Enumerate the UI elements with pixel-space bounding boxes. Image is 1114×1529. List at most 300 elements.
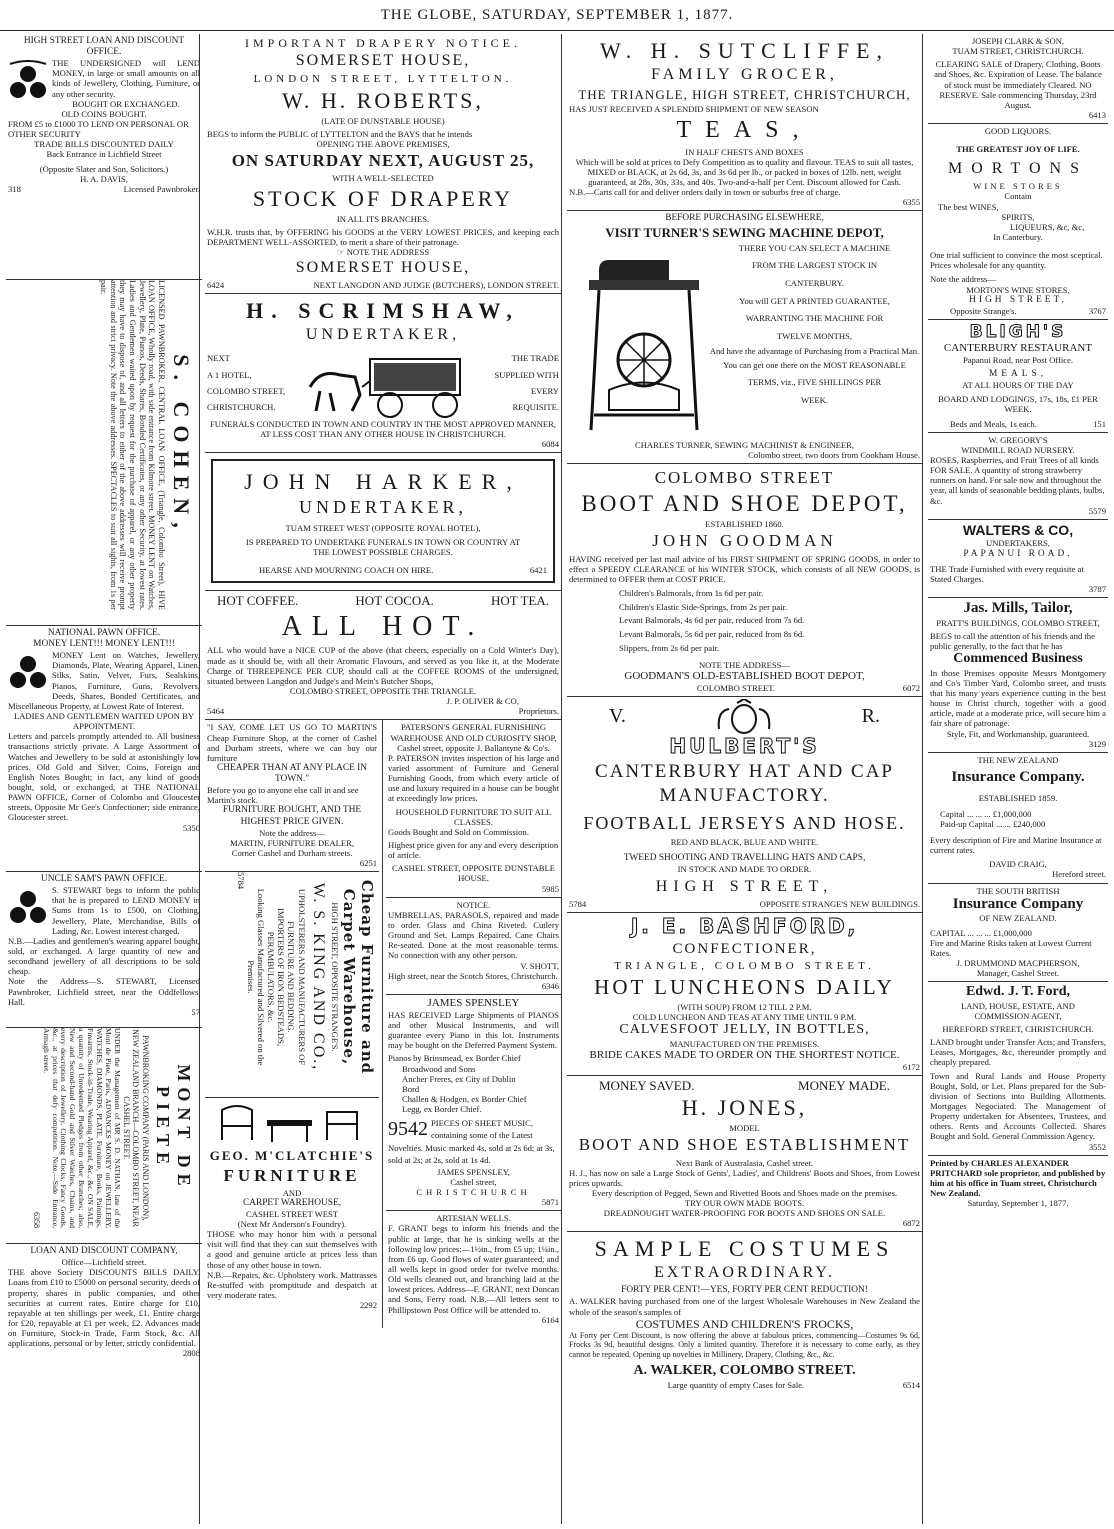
ad-heading: THE SOUTH BRITISH [976, 885, 1060, 896]
ad-subtitle: LONDON STREET, LYTTELTON. [253, 73, 513, 86]
ad-subtitle: OF NEW ZEALAND. [979, 913, 1057, 924]
ad-line: A 1 HOTEL, [207, 369, 252, 380]
ad-title: Edwd. J. T. Ford, [965, 984, 1071, 1000]
ad-number: 2292 [359, 1300, 377, 1311]
ad-subtitle: EXTRAORDINARY. [654, 1264, 835, 1282]
ad-body: HAS JUST RECEIVED A SPLENDID SHIPMENT OF NEW SEASON [569, 104, 819, 115]
ad-line: REQUISITE. [512, 402, 559, 413]
ad-line: MONEY MADE. [798, 1078, 890, 1094]
ad-line: Style, Fit, and Workmanship, guaranteed. [946, 728, 1090, 739]
ad-body: HAVING received per last mail advice of his FIRST SHIPMENT OF SPRING GOODS, in order to effect a SPEEDY CLEARANCE of his WINTER STOCK, which consists of all NEW GOODS, is determined to OFFER them at COST PRICE. [569, 553, 920, 584]
ad-line: MANUFACTURED ON THE PREMISES. [669, 1038, 820, 1049]
ad-line: EVERY [530, 385, 559, 396]
ad-title: LOAN AND DISCOUNT COMPANY, [30, 1246, 178, 1256]
ad-line: FORTY PER CENT!—YES, FORTY PER CENT REDUCTION! [621, 1285, 868, 1296]
ad-line: Goods Bought and Sold on Commission. [388, 826, 529, 837]
ad-subtitle: WINDMILL ROAD NURSERY. [961, 444, 1075, 455]
ad-body: Which will be sold at prices to Defy Competition as to quality and flavour. TEAS to suit all tastes, MIXED or BLACK, at 2s 6d, 3s, and 3s 6d per lb., or packed in boxes of 12lb. nett, weight guaranteed, at 28s, 30s, 33s, and 40s. Two-and-a-half per Cent. Discount allowed for Cash. [575, 156, 914, 188]
ad-headline: STOCK OF DRAPERY [252, 185, 514, 211]
ad-line: Capital ... ... ... £1,000,000 [940, 808, 1032, 819]
ad-line: TRY OUR OWN MADE BOOTS. [684, 1198, 805, 1209]
ad-line: BOUGHT OR EXCHANGED. [72, 98, 180, 109]
ad-line: OPENING THE ABOVE PREMISES, [316, 139, 450, 150]
column-2 [199, 34, 561, 1524]
ad-address: Cashel street, opposite J. Ballantyne & Co's. [397, 742, 550, 753]
ad-note: Note the address— [930, 274, 996, 285]
ad-note: Note the address— [259, 827, 325, 838]
ad-address: THE TRIANGLE, HIGH STREET, CHRISTCHURCH, [578, 86, 911, 102]
ad-body: H. J., has now on sale a Large Stock of Gents', Ladies', and Childrens' Boots and Shoes, from Lowest prices upwards. [569, 1167, 920, 1188]
ad-title: H. SCRIMSHAW, [246, 298, 520, 324]
ad-line: MEALS, [988, 369, 1048, 380]
ad-headline: ALL HOT. [281, 611, 485, 643]
ad-number: 3129 [1088, 738, 1106, 749]
ad-address: HIGH STREET, [969, 294, 1067, 305]
ad-line: Contain [1004, 191, 1032, 202]
ad-title: J. E. BASHFORD, [569, 915, 920, 939]
ad-title: Insurance Company [952, 895, 1084, 912]
ad-line: CAPITAL ... ... ... £1,000,000 [930, 927, 1032, 938]
ad-signatory: CHARLES TURNER, SEWING MACHINIST & ENGINEER, [634, 439, 855, 450]
ad-title: PATERSON'S GENERAL FURNISHING WAREHOUSE AND OLD CURIOSITY SHOP, [390, 722, 557, 743]
ad-line: (LATE OF DUNSTABLE HOUSE) [321, 115, 445, 126]
ad-title: NOTICE. [456, 899, 491, 910]
ad-body: Town and Rural Lands and House Property Bought, Sold, or Let. Plans prepared for the Sub-division of Sections into Building Allotments. Mortgages Negociated. The Management of Property undertaken for Absentees, Trustees, and others. Rents and Accounts Collected. Shares Bought and Sold. General Commission Agency. [930, 1070, 1106, 1142]
ad-title: WALTERS & CO, [962, 521, 1074, 538]
ad-subtitle: LAND, HOUSE, ESTATE, AND [961, 1000, 1075, 1011]
ad-name: MARTIN, FURNITURE DEALER, [229, 837, 355, 848]
ad-title: SOMERSET HOUSE, [295, 259, 471, 277]
ad-line: HOT COFFEE. [217, 593, 299, 609]
ad-goodman [567, 464, 922, 697]
furniture-illustration [212, 1100, 372, 1146]
ad-title: UNCLE SAM'S PAWN OFFICE. [40, 874, 168, 884]
hearse-illustration [300, 347, 480, 419]
ad-body: One trial sufficient to convince the most sceptical. Prices wholesale for any quantity. [930, 250, 1103, 271]
ad-headline: CHEAPER THAN AT ANY PLACE IN TOWN." [216, 763, 368, 785]
ad-address: COLOMBO STREET, OPPOSITE THE TRIANGLE. [289, 686, 477, 697]
ad-title: JAMES SPENSLEY [427, 996, 520, 1009]
ad-title: Jas. Mills, Tailor, [963, 600, 1073, 617]
ad-subtitle: CARPET WAREHOUSE, [242, 1197, 342, 1208]
ad-line: NEXT [207, 353, 230, 364]
column-4 [922, 34, 1108, 1524]
ad-mont-de-piete [6, 1028, 202, 1244]
ad-subtitle: MANUFACTORY. [659, 784, 830, 806]
ad-subtitle: UNDERTAKER, [299, 497, 467, 518]
ad-line: COLD LUNCHEON AND TEAS AT ANY TIME UNTIL 9 P.M. [632, 1012, 857, 1023]
ad-line: FROM THE LARGEST STOCK IN [751, 260, 878, 271]
ad-subtitle: COMMISSION AGENT, [974, 1010, 1062, 1021]
pointing-hand-icon: ☞ [336, 246, 347, 257]
ad-headline: Commenced Business [953, 651, 1083, 667]
ad-line: In Canterbury. [993, 231, 1043, 242]
ad-martin [205, 720, 379, 872]
ad-nz-insurance [928, 753, 1108, 884]
ad-line: WITH A WELL-SELECTED [332, 173, 434, 184]
ad-address: HIGH STREET, [655, 877, 834, 895]
ad-line: SPIRITS, [1001, 211, 1035, 222]
ad-number: 5350 [182, 822, 200, 833]
ad-body: THE UNDERSIGNED will LEND MONEY, in large or small amounts on all kinds of Jewellery, Clothing, Furniture, or any other security. [52, 58, 200, 99]
ad-subtitle: CONFECTIONER, [672, 940, 817, 957]
ad-date: ON SATURDAY NEXT, AUGUST 25, [231, 151, 535, 171]
ad-line: CANTERBURY. [785, 278, 844, 289]
ad-body: MONEY Lent on Watches, Jewellery, Diamonds, Plate, Wearing Apparel, Linen, Silks, Satin, Velvet, Furs, Sealskins, Pianos, Furniture, Guns, Revolvers, Deeds, Shares, Bonded Certificates, and Miscellaneous Property, at Lowest Rate of Interest. [8, 650, 200, 711]
ad-body: BEGS to inform the PUBLIC of LYTTELTON and the BAYS that he intends [207, 129, 473, 140]
ad-body: P. PATERSON invites inspection of his large and varied assortment of Furniture and General Furnishing Goods, from which every article of use and luxury required in a house can be bought at exceedingly low prices. [388, 752, 559, 804]
ad-line: Back Entrance in Lichfield Street [46, 149, 162, 160]
ad-line: Highest price given for any and every description of article. [388, 839, 559, 861]
ad-heading: COLOMBO STREET [654, 468, 835, 488]
ad-body: S. STEWART begs to inform the public that he is prepared to LEND MONEY in Sums from 1s to £500, on Clothing, Jewellery, Plate, Merchandise, Bills of Lading, &c. Lowest interest charged. [52, 885, 200, 936]
ad-body: HAS RECEIVED Large Shipments of PIANOS and other Musical Instruments, and will guarantee every Piano in this lot. Instruments may be bought on the Deferred Payment System. [388, 1009, 559, 1051]
ad-headline: TEAS, [676, 117, 813, 144]
ad-title: FURNITURE [223, 1165, 361, 1185]
ad-number: 6072 [902, 682, 920, 693]
ad-line: IN STOCK AND MADE TO ORDER. [677, 863, 812, 874]
ad-number: 5871 [541, 1197, 559, 1208]
ad-number: 6172 [902, 1061, 920, 1072]
imprint-text: Printed by CHARLES ALEXANDER PRITCHARD sole proprietor, and published by him at his office in Tuam street, Christchurch New Zealand. [930, 1157, 1106, 1199]
ad-body: THE Trade Furnished with every requisite at Stated Charges. [930, 563, 1084, 584]
ad-address: TUAM STREET, CHRISTCHURCH. [952, 46, 1084, 57]
ad-turner [567, 211, 922, 464]
ad-subtitle: Office—Lichfield street. [61, 1257, 147, 1268]
ad-body: FUNERALS CONDUCTED IN TOWN AND COUNTRY IN THE MOST APPROVED MANNER, AT LESS COST THAN ANY OTHER HOUSE IN CHRISTCHURCH. [210, 418, 556, 440]
column-3 [561, 34, 922, 1524]
ad-headline: HOT LUNCHEONS DAILY [594, 975, 895, 1000]
ad-number: 6514 [902, 1379, 920, 1390]
ad-title: HIGH STREET LOAN AND DISCOUNT OFFICE. [23, 36, 185, 58]
ad-line: Looking Glasses Manufactured and Silvered on the Premises. [245, 888, 267, 1066]
ad-address: TUAM STREET WEST (OPPOSITE ROYAL HOTEL), [285, 522, 481, 533]
ad-line: CALVESFOOT JELLY, IN BOTTLES, [619, 1022, 870, 1038]
ad-address: Note the Address—S. STEWART, Licensed Pawnbroker, Lichfield street, near the Oddfellows' Hall. [8, 976, 200, 1007]
ad-body: CLEARING SALE of Drapery, Clothing, Boots and Shoes, &c. Expiration of Lease. The balance of stock must be immediately Cleared. NO RESERVE. Sale commencing Thursday, 23rd August. [934, 59, 1102, 110]
ad-number: 6872 [902, 1218, 920, 1229]
ad-line: You can get one there on the MOST REASONABLE [723, 359, 906, 370]
ad-headline: COSTUMES AND CHILDREN'S FROCKS, [635, 1316, 854, 1331]
ad-line: Large quantity of empty Cases for Sale. [667, 1379, 805, 1390]
ad-title: NATIONAL PAWN OFFICE. [47, 628, 161, 638]
ad-headline: FOOTBALL JERSEYS AND HOSE. [583, 813, 906, 834]
ad-address: Hereford street. [1052, 869, 1106, 880]
ad-letter: V. [609, 705, 626, 728]
ad-line: BOARD AND LODGINGS, 17s, 18s, £1 PER WEEK. [938, 394, 1098, 415]
ad-address: MORTON'S WINE STORES, [966, 284, 1070, 295]
ad-signatory: JAMES SPENSLEY, [437, 1166, 510, 1177]
ad-line: The best WINES, [938, 201, 999, 212]
ad-line: DREADNOUGHT WATER-PROOFING FOR BOOTS AND SHOES ON SALE. [603, 1208, 886, 1219]
list-item: Levant Balmorals, 5s 6d per pair, reduced from 8s 6d. [619, 629, 805, 640]
ad-title: W. H. SUTCLIFFE, [599, 38, 890, 63]
ad-body: F. GRANT begs to inform his friends and the public at large, that he is sinking wells at the following low prices:—1½in., from £5 up; 1¼in., from £6 up. Good flows of water guaranteed, and all wells kept in good order for twelve months. Old wells cleaned out, and branching laid at the lowest prices. Address—F. GRANT, next Duncan and Sons, Ferry road. N.B.—All letters sent to Phillipstown Post Office will be attended to. [388, 1223, 560, 1315]
ad-address: TRIANGLE, COLOMBO STREET. [614, 960, 875, 973]
ad-number: 2808 [182, 1348, 200, 1359]
ad-line: IMPORTERS OF IRON BEDSTEADS, PERAMBULATORS, &c. [266, 908, 287, 1047]
ad-body: THE above Society DISCOUNTS BILLS DAILY. Loans from £10 to £5000 on personal security, deeds of property, shares in public companies, and other securities at current rates. Entire charge for £10, repayable at ten shillings per week, £1. Entire charge for £20, repayable at £1 per week, £2. Advances made on Furniture, Stock-in Trade, Farm Stock, &c. All applications, personal or by letter, strictly confidential. [8, 1267, 200, 1349]
ad-name: JOHN GOODMAN [652, 531, 837, 551]
sewing-machine-illustration [569, 240, 709, 440]
ad-walters [928, 520, 1108, 598]
ad-number: 318 [8, 183, 21, 194]
ad-name: GEO. M'CLATCHIE'S [209, 1148, 375, 1164]
ad-heading: THE GREATEST JOY OF LIFE. [956, 144, 1080, 155]
ad-line: LIQUEURS, &c, &c, [1010, 221, 1085, 232]
ad-number: 6413 [1088, 109, 1106, 120]
list-item: Legg, ex Border Chief. [402, 1104, 482, 1115]
ad-address: CASHEL STREET WEST [246, 1208, 338, 1219]
ad-line: COLOMBO STREET. [696, 682, 775, 693]
ad-headline: FURNITURE BOUGHT, AND THE HIGHEST PRICE GIVEN. [222, 805, 362, 827]
ad-number: 3767 [1088, 305, 1106, 316]
ad-cohen [6, 280, 202, 626]
ad-body: Before you go to anyone else call in and see Martin's stock. [207, 785, 359, 806]
ad-name: W. H. ROBERTS, [282, 88, 484, 113]
ad-note: NOTE THE ADDRESS— [698, 659, 791, 670]
list-item: Challen & Hodgen, ex Border Chief [402, 1094, 527, 1105]
ad-signatory: DAVID CRAIG, [989, 859, 1047, 870]
ad-line: MODEL [729, 1123, 760, 1134]
ad-signatory: H. A. DAVIS, [80, 173, 128, 184]
ad-address: Papanui Road, near Post Office. [962, 354, 1074, 365]
ad-number: 6424 [207, 279, 225, 290]
ad-body: N.B.—Ladies and gentlemen's wearing apparel bought, sold, or exchanged. A large quantity of new and secondhand jewellery of all descriptions to be sold cheap. [8, 935, 200, 977]
royal-coat-of-arms-icon [709, 699, 779, 735]
ad-title: BOOT AND SHOE DEPOT, [581, 491, 908, 517]
ad-ford [928, 982, 1108, 1155]
ad-line: COLOMBO STREET, [207, 385, 286, 396]
ad-line: BEFORE PURCHASING ELSEWHERE, [665, 213, 824, 224]
ad-body: W.H.R. trusts that, by OFFERING his GOODS at the VERY LOWEST PRICES, and keeping each DEPARTMENT WELL-ASSORTED, to merit a share of their patronage. [207, 226, 559, 247]
ad-line: HEARSE AND MOURNING COACH ON HIRE. [259, 564, 434, 575]
ad-gregory [928, 433, 1108, 520]
ad-number: 5784 [569, 898, 587, 909]
ad-title: BLIGH'S [930, 322, 1106, 342]
ad-address: PAPANUI ROAD. [963, 548, 1073, 559]
ad-line: TRADE BILLS DISCOUNTED DAILY [34, 139, 174, 150]
ad-body: In those Premises opposite Messrs Montgomery and Co's Timber Yard, Colombo street, and trusts that his many years experience cutting in the best house in Christ church, together with a good article, made at a moderate price, will secure him a fair share of patronage. [930, 667, 1106, 729]
ad-subtitle: PAWNBROKING COMPANY (PARIS AND LONDON), NEW ZEALAND BRANCH—COLOMBO STREET, NEAR CASHEL STREET. [121, 1029, 150, 1227]
ad-number: 151 [1093, 418, 1106, 429]
ad-line: Manager, Cashel Street. [976, 968, 1060, 979]
ad-line: OLD COINS BOUGHT. [61, 108, 147, 119]
ad-subtitle: UNDERTAKER, [305, 326, 461, 344]
ad-body: "I SAY, COME LET US GO TO MARTIN'S Cheap Furniture Shop, at the corner of Cashel and Durham streets, where we can buy our furniture [207, 722, 377, 763]
ad-heading: GOOD LIQUORS. [984, 126, 1052, 137]
ad-title: JOHN HARKER, [244, 469, 522, 495]
list-item: Levant Balmorals, 4s 6d per pair, reduced from 7s 6d. [619, 615, 805, 626]
ad-title: S. COHEN, [169, 354, 194, 536]
ad-address: NEXT LANGDON AND JUDGE (BUTCHERS), LONDON STREET. [313, 279, 559, 290]
ad-body: Fire and Marine Risks taken at Lowest Current Rates. [930, 937, 1092, 958]
ad-line: CHRISTCHURCH. [207, 402, 276, 413]
masthead: THE GLOBE, SATURDAY, SEPTEMBER 1, 1877. [0, 0, 1114, 31]
ad-body: THOSE who may honor him with a personal visit will find that they can suit themselves with a good and genuine article at prices less than those of any other house in town. [207, 1229, 377, 1270]
ad-all-hot [205, 591, 561, 720]
ad-number: 5784 [235, 872, 246, 890]
ad-paterson [386, 720, 561, 897]
ad-line: AT ALL HOURS OF THE DAY [962, 380, 1074, 391]
ad-body: PIECES OF SHEET MUSIC, containing some of the Latest Novelties. Music marked 4s, sold at 2s 6d; at 3s, sold at 2s; at 2s, sold at 1s 4d. [388, 1118, 555, 1165]
ad-title: MONT DE PIETE [152, 1064, 194, 1192]
ad-line: ESTABLISHED 1859. [978, 792, 1058, 803]
ad-mills [928, 598, 1108, 753]
ad-jones [567, 1076, 922, 1232]
ad-line: (WITH SOUP) FROM 12 TILL 2 P.M. [677, 1001, 812, 1012]
ad-address: Corner Cashel and Durham streets. [231, 847, 353, 858]
ad-line: ESTABLISHED 1860. [705, 519, 784, 530]
ad-sutcliffe [567, 34, 922, 211]
ad-heading: IMPORTANT DRAPERY NOTICE. [245, 36, 521, 50]
list-item: Children's Elastic Side-Springs, from 2s per pair. [619, 601, 788, 612]
ad-sig: Proprietors. [518, 706, 559, 717]
pawnbroker-balls-icon [8, 887, 48, 931]
ad-address: Cashel street, [450, 1176, 497, 1187]
ad-signatory: A. WALKER, COLOMBO STREET. [633, 1363, 856, 1379]
ad-national-pawn [6, 626, 202, 872]
ad-address: (Opposite Slater and Son, Solicitors.) [39, 163, 169, 174]
ad-address: High street, near the Scotch Stores, Christchurch. [388, 970, 558, 981]
ad-walker [567, 1232, 922, 1392]
imprint [928, 1156, 1108, 1212]
ad-body: BEGS to call the attention of his friends and the public generally, to the fact that he has [930, 630, 1095, 651]
ad-harker [205, 453, 561, 591]
ad-body: ALL who would have a NICE CUP of the above (that cheers, especially on a Cold Winter's Day), made as it should be, with all their Aromatic Flavours, and served as you like it, at the Moderate Charge of THREEPENCE PER CUP, should call at the COFFEE ROOMS of the undersigned, situated between Langdon and Judge's and Mein's Butcher Shops, [207, 645, 559, 686]
ad-line: IN HALF CHESTS AND BOXES [685, 146, 804, 157]
pawnbroker-balls-icon [8, 652, 48, 696]
ad-name: W. S. KING AND CO., [310, 882, 328, 1072]
ad-line: BRIDE CAKES MADE TO ORDER ON THE SHORTEST NOTICE. [589, 1048, 900, 1061]
ad-sig: Licensed Pawnbroker. [123, 183, 200, 194]
ad-number: 6084 [541, 439, 559, 450]
ad-line: WARRANTING THE MACHINE FOR [745, 313, 884, 324]
ad-body: IS PREPARED TO UNDERTAKE FUNERALS IN TOWN OR COUNTRY AT THE LOWEST POSSIBLE CHARGES. [245, 536, 521, 557]
ad-number: 6164 [541, 1314, 559, 1325]
ad-line: You will GET A PRINTED GUARANTEE, [739, 295, 890, 306]
ad-subtitle: UNDERTAKERS, [986, 538, 1050, 549]
ad-subtitle: WINE STORES [973, 181, 1063, 192]
ad-spensley [386, 995, 561, 1211]
list-item: Slippers, from 2s 6d per pair. [619, 642, 720, 653]
ad-line: SUPPLIED WITH [494, 369, 559, 380]
ad-body: LAND brought under Transfer Acts; and Transfers, Leases, Mortgages, &c, thereunder promptly and cheaply prepared. [930, 1037, 1106, 1068]
ad-subtitle: MONEY LENT!!! MONEY LENT!!! [33, 639, 175, 650]
ad-heading: THE NEW ZEALAND [977, 754, 1059, 765]
ad-subtitle: HIGH STREET, OPPOSITE STRANGE'S. [329, 902, 340, 1052]
ad-body: At Forty per Cent Discount, is now offering the above at fabulous prices, commencing—Costumes 9s 6d, Frocks 3s 9d, beautiful designs. Only a limited quantity. Therefore it is necessary to come early, as they cannot be repeated. Opening up novelties in Millinery, Drapery, Clothing, &c., &c. [569, 1330, 920, 1359]
ad-address: Opposite Strange's. [950, 305, 1017, 316]
ad-bligh [928, 320, 1108, 433]
ad-loan-discount [6, 1244, 202, 1362]
pawnbroker-balls-icon [8, 60, 48, 108]
ad-body: UMBRELLAS, PARASOLS, repaired and made to order. Glass and China Riveted. Cutlery Ground and Set. Lamps Repaired. Cane Chairs Re-seated. Done at the most reasonable terms. No connection with any other person. [388, 909, 559, 961]
ad-number: 57 [191, 1006, 200, 1017]
ad-title: HULBERT'S [569, 735, 920, 759]
ad-number: 3552 [1088, 1141, 1106, 1152]
ad-signatory: J. DRUMMOND MACPHERSON, [956, 957, 1080, 968]
ad-title: JOSEPH CLARK & SON, [971, 36, 1065, 46]
ad-big-number: 9542 [388, 1118, 428, 1141]
ad-uncle-sam [6, 872, 202, 1028]
ad-number: 5464 [207, 706, 225, 717]
ad-line: MONEY SAVED. [599, 1078, 695, 1094]
ad-body: Every description of Fire and Marine Insurance at current rates. [930, 835, 1102, 856]
ad-address: CASHEL STREET, OPPOSITE DUNSTABLE HOUSE. [391, 863, 556, 884]
list-item: Broadwood and Sons [402, 1063, 476, 1074]
ad-line: HOT TEA. [490, 593, 549, 609]
ad-body: Every description of Pegged, Sewn and Rivetted Boots and Shoes made on the premises. [591, 1187, 898, 1198]
ad-address: HEREFORD STREET, CHRISTCHURCH. [942, 1024, 1094, 1035]
list-item: Children's Balmorals, from 1s 6d per pair. [619, 587, 764, 598]
ad-line: And have the advantage of Purchasing from a Practical Man. [709, 345, 920, 356]
ad-line: RED AND BLACK, BLUE AND WHITE. [670, 836, 819, 847]
ad-body: LICENSED PAWNBROKER, CENTRAL LOAN OFFICE, (Triangle, Colombo Street), HIVE LOAN OFFICE, Wholly road, with side entrance from Kilmore street. MONEY LENT on Watches, Jewellery, Plate, Pianos, Deeds, Shares, Bonded Certificates, or any other Security, at lowest rates. Ladies and Gentlemen waited upon by request for the purchase of apparel, or any other property they may have to dispose of, and all letters to either of the above addresses will receive prompt attention and strict privacy. Note the above addresses. SPECTACLES to suit all sights, from 1s per pair. [99, 280, 167, 610]
ad-high-street-loan [6, 34, 202, 280]
ad-title: BOOT AND SHOE ESTABLISHMENT [578, 1135, 911, 1155]
imprint-date: Saturday, September 1, 1877. [967, 1198, 1069, 1209]
ad-line: TWEED SHOOTING AND TRAVELLING HATS AND CAPS, [623, 852, 866, 863]
column-1 [6, 34, 202, 1524]
ad-line: (Next Mr Anderson's Foundry). [237, 1218, 347, 1229]
ad-scrimshaw [205, 294, 561, 453]
ad-title: W. GREGORY'S [988, 434, 1048, 445]
list-item: Ancher Freres, ex City of Dublin [402, 1073, 516, 1084]
ad-clark [928, 34, 1108, 124]
ad-number: 6358 [31, 1212, 41, 1228]
ad-south-british [928, 884, 1108, 983]
ad-subtitle: FAMILY GROCER, [651, 65, 838, 83]
ad-number: 3787 [1088, 583, 1106, 594]
ad-mcclatchie [205, 1098, 379, 1313]
ad-headline: VISIT TURNER'S SEWING MACHINE DEPOT, [605, 224, 884, 240]
ad-line: Beds and Meals, 1s each. [950, 418, 1037, 429]
ad-shott [386, 898, 561, 995]
ad-signatory: V. SHOTT, [520, 960, 559, 971]
ad-line: Paid-up Capital ... ... £240,000 [940, 818, 1046, 829]
ad-line: THERE YOU CAN SELECT A MACHINE [738, 242, 891, 253]
ad-line: WEEK. [801, 394, 828, 405]
ad-line: TERMS, viz., FIVE SHILLINGS PER [747, 377, 882, 388]
ad-line: HOT COCOA. [355, 593, 434, 609]
ad-body: UNDER the Management of MR S. D. NATHAN, late of the Mont de Piete, Paris, ADVANCES MONEY on JEWELLERY, WATCHES, DIAMONDS, PLATE, Furniture, Books, Paintings, Firearms, Stock-in-Trade, Wearing Apparel, &c., &c. ON SALE, a quantity of Unredeemed Pledges from other Branches; also, New and Second-hand Gold and Silver Watches, Chains, and every description of Jewellery, Clothing Clocks, Fancy Goods, &c., at prices that defy competition. Note.—Side Entrance, Armagh street. [41, 1028, 123, 1228]
ad-number: 6421 [529, 564, 547, 575]
ad-king [205, 872, 379, 1098]
ad-title: Cheap Furniture and Carpet Warehouse, [340, 880, 376, 1075]
ad-city: CHRISTCHURCH [416, 1186, 531, 1197]
ad-roberts [205, 34, 561, 294]
ad-line: THE TRADE [511, 353, 559, 364]
ad-morton [928, 124, 1108, 320]
ad-line: N.B.—Carts call for and deliver orders daily in town or suburbs free of charge. [569, 187, 841, 198]
column-2-split [205, 720, 561, 1327]
ad-note [207, 247, 559, 257]
ad-line: IN ALL ITS BRANCHES. [336, 213, 430, 224]
ad-address: Colombo street, two doors from Cookham House. [748, 450, 920, 461]
ad-subtitle: CANTERBURY HAT AND CAP [595, 760, 894, 782]
ad-number: 6355 [902, 197, 920, 208]
ad-line: AND [282, 1187, 302, 1198]
ad-body: Letters and parcels promptly attended to. All business transactions strictly private. A Large Assortment of Watches and Jewellery to be sold at astonishingly low prices. Old Gold and Silver, Coins, Foreign and English Notes Bought; in fact, any kind of goods bought, sold, or exchanged, at THE NATIONAL PAWN OFFICE, Corner of Colombo and Gloucester streets, Opposite Mr Gee's Confectioner; side entrance, Gloucester street. [8, 731, 200, 823]
list-item: Bord [402, 1083, 420, 1094]
ad-line: HOUSEHOLD FURNITURE TO SUIT ALL CLASSES. [395, 806, 552, 827]
ad-address: Next Bank of Australasia, Cashel street. [675, 1157, 814, 1168]
ad-title: ARTESIAN WELLS. [436, 1213, 511, 1224]
ad-body: N.B.—Repairs, &c. Upholstery work. Mattrasses Re-stuffed with promptitude and despatch at very moderate rates. [207, 1269, 377, 1300]
ad-line: FROM £5 to £1000 TO LEND ON PERSONAL OR OTHER SECURITY [8, 119, 189, 140]
ad-title: Insurance Company. [951, 768, 1085, 785]
